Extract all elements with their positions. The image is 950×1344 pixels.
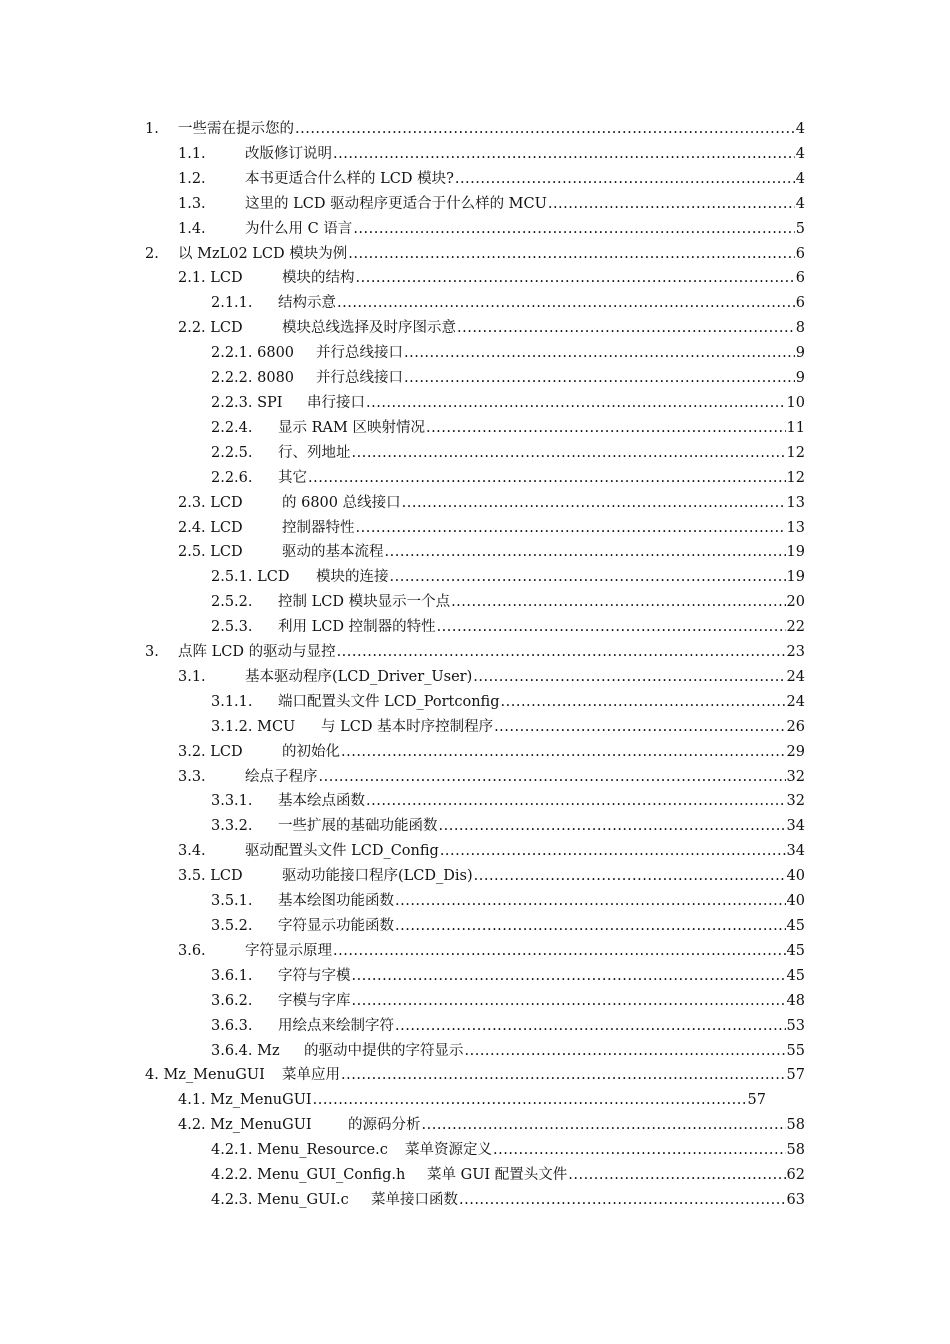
toc-entry-line	[282, 316, 805, 341]
toc-entry-line	[278, 441, 805, 466]
toc-entry[interactable]	[0, 540, 950, 565]
toc-dot-leader	[353, 217, 794, 242]
toc-entry[interactable]	[0, 366, 950, 391]
toc-page-number: 63	[786, 1191, 805, 1208]
toc-page-number: 40	[786, 893, 805, 910]
toc-entry-line	[278, 889, 805, 914]
toc-page-number: 9	[795, 345, 805, 362]
toc-entry-number: 3.5.2.	[211, 918, 253, 934]
toc-entry-line	[278, 989, 805, 1014]
toc-entry[interactable]	[0, 1014, 950, 1039]
toc-dot-leader	[465, 1039, 786, 1064]
toc-entry[interactable]	[0, 316, 950, 341]
toc-entry-number: 3.6.3.	[211, 1017, 253, 1034]
toc-page-number: 23	[786, 644, 805, 661]
toc-entry[interactable]	[0, 142, 950, 167]
toc-entry[interactable]	[0, 516, 950, 541]
toc-entry-number: 2.2.3. SPI	[211, 394, 283, 411]
toc-entry-number: 2.2.5.	[211, 444, 253, 461]
toc-entry-title: 模块总线选择及时序图示意	[282, 320, 456, 337]
toc-page-number: 13	[786, 519, 805, 536]
toc-entry-title: 基本绘点函数	[278, 793, 365, 810]
toc-entry-number: 3.6.1.	[211, 967, 253, 984]
toc-entry-line	[278, 416, 805, 441]
toc-entry-line	[278, 914, 805, 939]
toc-page-number: 22	[786, 619, 805, 636]
toc-page-number: 48	[786, 992, 805, 1009]
toc-page-number: 20	[786, 594, 805, 611]
toc-dot-leader	[473, 665, 785, 690]
toc-entry-title: 控制器特性	[282, 519, 355, 536]
toc-dot-leader	[313, 1088, 747, 1113]
toc-dot-leader	[337, 291, 795, 316]
toc-entry[interactable]	[0, 491, 950, 516]
toc-dot-leader	[426, 416, 786, 441]
toc-entry[interactable]	[0, 690, 950, 715]
toc-page-number: 57	[786, 1067, 805, 1084]
toc-entry-number: 1.3.	[178, 195, 206, 212]
toc-dot-leader	[333, 939, 786, 964]
toc-page-number: 40	[786, 868, 805, 885]
toc-entry-line	[371, 1188, 805, 1213]
toc-entry[interactable]	[0, 416, 950, 441]
toc-entry-title: 改版修订说明	[245, 145, 332, 162]
toc-entry-title: 字符显示原理	[245, 942, 332, 959]
toc-dot-leader	[395, 914, 786, 939]
toc-entry[interactable]	[0, 889, 950, 914]
toc-entry-title: 驱动配置头文件 LCD_Config	[245, 843, 439, 860]
toc-entry-line	[316, 366, 805, 391]
toc-entry-title: 其它	[278, 469, 307, 486]
toc-dot-leader	[395, 1014, 786, 1039]
toc-entry-title: 驱动功能接口程序(LCD_Dis)	[282, 868, 473, 885]
toc-entry-number: 3.5. LCD	[178, 868, 243, 885]
toc-entry-title: 绘点子程序	[245, 768, 318, 785]
toc-entry[interactable]	[0, 1063, 950, 1088]
toc-entry-line	[316, 341, 805, 366]
toc-entry-number: 2.2.6.	[211, 469, 253, 486]
toc-entry[interactable]	[0, 192, 950, 217]
toc-entry[interactable]	[0, 665, 950, 690]
toc-entry[interactable]	[0, 1113, 950, 1138]
toc-entry[interactable]	[0, 291, 950, 316]
toc-dot-leader	[404, 341, 795, 366]
toc-dot-leader	[366, 391, 786, 416]
toc-dot-leader	[308, 466, 786, 491]
toc-page-number: 57	[747, 1092, 766, 1109]
toc-entry-line	[282, 266, 805, 291]
toc-page-number: 11	[786, 419, 805, 436]
toc-dot-leader	[455, 167, 795, 192]
toc-entry-number: 2.2. LCD	[178, 320, 243, 337]
toc-page-number: 4	[795, 121, 805, 137]
toc-entry-title: 基本驱动程序(LCD_Driver_User)	[245, 668, 473, 685]
toc-entry[interactable]	[0, 814, 950, 839]
toc-entry[interactable]	[0, 740, 950, 765]
toc-entry[interactable]	[0, 964, 950, 989]
toc-entry-number: 4.2.1. Menu_Resource.c	[211, 1142, 388, 1159]
toc-entry-number: 3.1.1.	[211, 693, 253, 710]
toc-page-number: 4	[795, 170, 805, 187]
toc-page-number: 34	[786, 818, 805, 835]
toc-entry-title: 控制 LCD 模块显示一个点	[278, 594, 451, 611]
toc-entry-number: 2.3. LCD	[178, 494, 243, 511]
toc-dot-leader	[295, 117, 795, 142]
toc-page-number: 62	[786, 1167, 805, 1184]
toc-page-number: 4	[795, 145, 805, 162]
toc-entry-title: 显示 RAM 区映射情况	[278, 419, 425, 436]
toc-entry-number: 3.6.4. Mz	[211, 1042, 280, 1059]
toc-entry-number: 3.	[145, 644, 159, 661]
toc-entry-line	[405, 1138, 805, 1163]
toc-entry-line	[278, 814, 805, 839]
toc-page-number: 34	[786, 843, 805, 860]
toc-dot-leader	[457, 316, 795, 341]
toc-entry[interactable]	[0, 466, 950, 491]
toc-page-number: 58	[786, 1117, 805, 1134]
toc-entry-number: 2.2.2. 8080	[211, 370, 295, 387]
toc-entry[interactable]	[0, 441, 950, 466]
toc-page-number: 24	[786, 668, 805, 685]
toc-entry-number: 2.4. LCD	[178, 519, 243, 536]
toc-entry-line	[282, 516, 805, 541]
toc-entry-line	[282, 491, 805, 516]
toc-entry-number: 1.1.	[178, 145, 206, 162]
toc-entry-title: 菜单应用	[282, 1067, 340, 1084]
toc-entry-number: 4. Mz_MenuGUI	[145, 1067, 265, 1084]
toc-entry-number: 2.5.1. LCD	[211, 569, 290, 586]
toc-dot-leader	[341, 740, 786, 765]
toc-entry[interactable]	[0, 914, 950, 939]
toc-page-number: 53	[786, 1017, 805, 1034]
toc-entry[interactable]	[0, 715, 950, 740]
toc-dot-leader	[352, 989, 786, 1014]
toc-entry-number: 3.2. LCD	[178, 743, 243, 760]
toc-page-number: 32	[786, 793, 805, 810]
toc-entry[interactable]	[0, 615, 950, 640]
toc-dot-leader	[341, 1063, 786, 1088]
toc-entry-title: 以 MzL02 LCD 模块为例	[178, 245, 348, 262]
toc-entry-number: 4.2. Mz_MenuGUI	[178, 1117, 312, 1134]
toc-entry-title: 本书更适合什么样的 LCD 模块?	[245, 170, 454, 187]
toc-entry-title: 4.1. Mz_MenuGUI	[178, 1092, 312, 1109]
toc-entry[interactable]	[0, 1163, 950, 1188]
toc-entry-line	[245, 765, 805, 790]
toc-entry-title: 的初始化	[282, 743, 340, 760]
toc-entry-number: 3.6.	[178, 942, 206, 959]
toc-entry-title: 为什么用 C 语言	[245, 220, 353, 237]
toc-entry-title: 的驱动中提供的字符显示	[304, 1042, 464, 1059]
toc-entry-line	[278, 1014, 805, 1039]
toc-entry-line	[245, 839, 805, 864]
toc-page-number: 45	[786, 918, 805, 934]
toc-entry-number: 1.2.	[178, 170, 206, 187]
toc-dot-leader	[439, 814, 786, 839]
toc-page-number: 13	[786, 494, 805, 511]
toc-entry-number: 4.2.2. Menu_GUI_Config.h	[211, 1167, 406, 1184]
toc-dot-leader	[493, 1138, 786, 1163]
toc-page-number: 10	[786, 394, 805, 411]
toc-page-number: 55	[786, 1042, 805, 1059]
toc-dot-leader	[494, 715, 785, 740]
toc-entry-number: 2.5.2.	[211, 594, 253, 611]
toc-page-number: 8	[795, 320, 805, 337]
toc-entry-line	[427, 1163, 805, 1188]
toc-entry-line	[304, 1039, 805, 1064]
toc-entry-title: 菜单 GUI 配置头文件	[427, 1167, 568, 1184]
toc-entry-number: 2.1. LCD	[178, 270, 243, 287]
toc-entry-title: 与 LCD 基本时序控制程序	[321, 718, 494, 735]
toc-entry-title: 模块的结构	[282, 270, 355, 287]
toc-dot-leader	[390, 565, 786, 590]
toc-entry-line	[282, 1063, 805, 1088]
toc-entry[interactable]	[0, 1138, 950, 1163]
toc-entry-number: 3.6.2.	[211, 992, 253, 1009]
toc-entry-title: 用绘点来绘制字符	[278, 1017, 394, 1034]
toc-entry-title: 驱动的基本流程	[282, 544, 384, 561]
toc-entry[interactable]	[0, 1039, 950, 1064]
toc-entry-line	[178, 242, 805, 267]
toc-entry-line	[278, 964, 805, 989]
toc-entry-line	[278, 291, 805, 316]
toc-entry[interactable]	[0, 789, 950, 814]
toc-dot-leader	[352, 964, 786, 989]
toc-entry-line	[278, 615, 805, 640]
toc-page-number: 45	[786, 942, 805, 959]
toc-entry-title: 基本绘图功能函数	[278, 893, 394, 910]
toc-page-number: 5	[795, 220, 805, 237]
toc-entry-line	[245, 217, 805, 242]
toc-dot-leader	[451, 590, 785, 615]
toc-entry-line	[321, 715, 805, 740]
toc-entry[interactable]	[0, 1088, 950, 1113]
toc-entry-number: 2.5. LCD	[178, 544, 243, 561]
toc-dot-leader	[440, 839, 786, 864]
toc-dot-leader	[437, 615, 786, 640]
toc-page-number: 45	[786, 967, 805, 984]
toc-entry-line	[348, 1113, 805, 1138]
toc-entry-line	[245, 192, 805, 217]
toc-entry[interactable]	[0, 1188, 950, 1213]
toc-dot-leader	[366, 789, 786, 814]
toc-entry-number: 1.4.	[178, 220, 206, 237]
toc-entry-line	[178, 640, 805, 665]
toc-entry-title: 结构示意	[278, 295, 336, 312]
toc-entry-title: 串行接口	[307, 394, 365, 411]
toc-page-number: 6	[795, 270, 805, 287]
toc-entry-title: 行、列地址	[278, 444, 351, 461]
toc-entry-number: 3.3.2.	[211, 818, 253, 835]
toc-page-number: 12	[786, 469, 805, 486]
table-of-contents	[0, 117, 950, 1213]
toc-dot-leader	[333, 142, 795, 167]
toc-dot-leader	[337, 640, 786, 665]
toc-entry-line	[282, 740, 805, 765]
toc-entry[interactable]	[0, 117, 950, 142]
toc-entry-line	[178, 117, 805, 142]
toc-entry[interactable]	[0, 939, 950, 964]
toc-entry[interactable]	[0, 391, 950, 416]
toc-entry-line	[245, 939, 805, 964]
toc-entry-title: 一些扩展的基础功能函数	[278, 818, 438, 835]
toc-dot-leader	[352, 441, 786, 466]
toc-dot-leader	[385, 540, 786, 565]
toc-dot-leader	[402, 491, 786, 516]
toc-page-number: 24	[786, 693, 805, 710]
toc-entry-title: 并行总线接口	[316, 370, 403, 387]
toc-entry-number: 2.1.1.	[211, 295, 253, 312]
toc-entry-title: 模块的连接	[316, 569, 389, 586]
toc-entry-line	[282, 540, 805, 565]
toc-page-number: 6	[795, 295, 805, 312]
toc-page-number: 4	[795, 195, 805, 212]
toc-dot-leader	[348, 242, 795, 267]
toc-entry-line	[278, 789, 805, 814]
toc-entry[interactable]	[0, 167, 950, 192]
toc-dot-leader	[422, 1113, 786, 1138]
toc-entry-title: 一些需在提示您的	[178, 121, 294, 137]
toc-page-number: 26	[786, 718, 805, 735]
toc-dot-leader	[548, 192, 795, 217]
toc-entry-number: 2.5.3.	[211, 619, 253, 636]
toc-entry-number: 3.3.1.	[211, 793, 253, 810]
toc-page-number: 29	[786, 743, 805, 760]
toc-entry-title: 菜单接口函数	[371, 1191, 458, 1208]
toc-entry-number: 4.2.3. Menu_GUI.c	[211, 1191, 349, 1208]
toc-entry-number: 3.5.1.	[211, 893, 253, 910]
toc-page-number: 12	[786, 444, 805, 461]
toc-page-number: 58	[786, 1142, 805, 1159]
toc-entry-line	[316, 565, 805, 590]
toc-entry[interactable]	[0, 989, 950, 1014]
toc-entry-title: 利用 LCD 控制器的特性	[278, 619, 436, 636]
toc-entry-line	[278, 466, 805, 491]
toc-entry[interactable]	[0, 266, 950, 291]
toc-entry-number: 3.4.	[178, 843, 206, 860]
toc-entry[interactable]	[0, 341, 950, 366]
toc-entry[interactable]	[0, 839, 950, 864]
toc-entry-line	[278, 690, 805, 715]
toc-entry-title: 点阵 LCD 的驱动与显控	[178, 644, 336, 661]
toc-entry[interactable]	[0, 242, 950, 267]
toc-entry[interactable]	[0, 217, 950, 242]
toc-entry-title: 的源码分析	[348, 1117, 421, 1134]
toc-entry-title: 字模与字库	[278, 992, 351, 1009]
toc-entry-title: 这里的 LCD 驱动程序更适合于什么样的 MCU	[245, 195, 547, 212]
toc-entry-number: 2.2.1. 6800	[211, 345, 295, 362]
toc-entry-line	[178, 1088, 766, 1113]
toc-dot-leader	[395, 889, 786, 914]
toc-entry-line	[245, 167, 805, 192]
toc-entry-line	[245, 142, 805, 167]
toc-page-number: 32	[786, 768, 805, 785]
toc-page-number: 9	[795, 370, 805, 387]
toc-page-number: 19	[786, 569, 805, 586]
toc-dot-leader	[474, 864, 786, 889]
toc-dot-leader	[356, 266, 795, 291]
toc-entry-number: 3.1.	[178, 668, 206, 685]
toc-entry-line	[307, 391, 805, 416]
toc-dot-leader	[356, 516, 786, 541]
toc-dot-leader	[501, 690, 786, 715]
toc-entry[interactable]	[0, 590, 950, 615]
toc-page-number: 6	[795, 245, 805, 262]
toc-dot-leader	[568, 1163, 785, 1188]
toc-entry-line	[245, 665, 805, 690]
toc-entry-line	[282, 864, 805, 889]
toc-entry[interactable]	[0, 565, 950, 590]
toc-dot-leader	[319, 765, 786, 790]
toc-dot-leader	[404, 366, 795, 391]
toc-entry-title: 的 6800 总线接口	[282, 494, 401, 511]
toc-entry-line	[278, 590, 805, 615]
toc-entry[interactable]	[0, 864, 950, 889]
toc-entry[interactable]	[0, 765, 950, 790]
toc-entry-title: 端口配置头文件 LCD_Portconfig	[278, 693, 500, 710]
toc-entry-number: 3.3.	[178, 768, 206, 785]
toc-entry-number: 2.2.4.	[211, 419, 253, 436]
toc-entry-title: 菜单资源定义	[405, 1142, 492, 1159]
toc-dot-leader	[459, 1188, 786, 1213]
toc-entry-number: 2.	[145, 245, 159, 262]
toc-entry[interactable]	[0, 640, 950, 665]
toc-entry-title: 字符显示功能函数	[278, 918, 394, 934]
toc-entry-number: 1.	[145, 121, 159, 137]
toc-entry-title: 并行总线接口	[316, 345, 403, 362]
toc-entry-number: 3.1.2. MCU	[211, 718, 296, 735]
toc-entry-title: 字符与字模	[278, 967, 351, 984]
toc-page-number: 19	[786, 544, 805, 561]
